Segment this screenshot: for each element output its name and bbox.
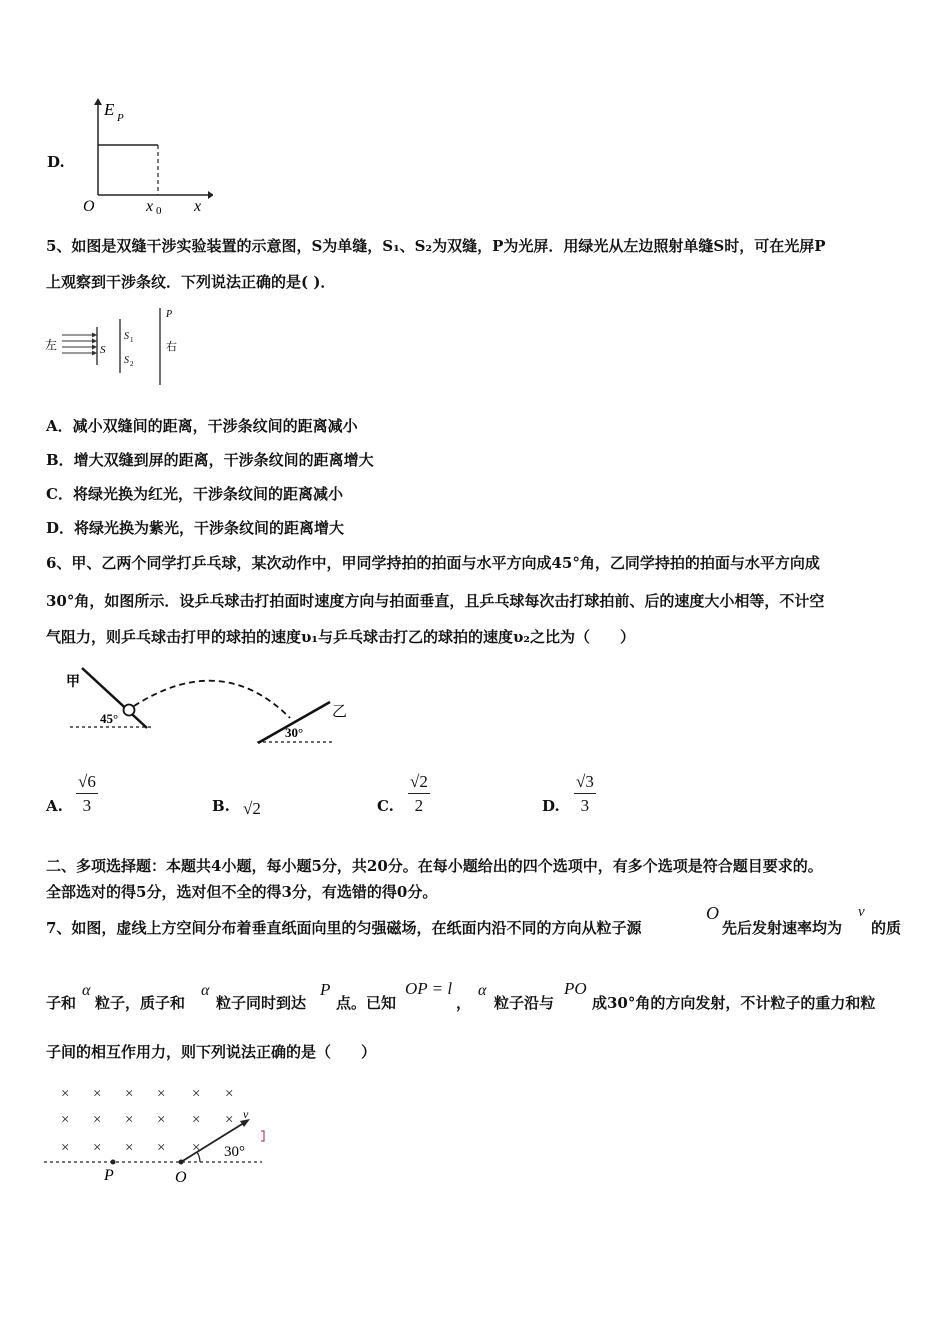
section2-line1: 二、多项选择题：本题共4小题，每小题5分，共20分。在每小题给出的四个选项中，有多个选项是符合题目要求的。 bbox=[46, 857, 823, 875]
q6-stem-line2: 30°角，如图所示．设乒乓球击打拍面时速度方向与拍面垂直，且乒乓球每次击打球拍前、后的速度大小相等，不计空 bbox=[46, 592, 825, 610]
q7-text-3: 的质 bbox=[871, 919, 902, 937]
q6-d-denominator: 3 bbox=[580, 796, 590, 815]
s2-label: S bbox=[124, 355, 129, 366]
q7-text-2: 先后发射速率均为 bbox=[722, 919, 843, 937]
field-x-mark: × bbox=[125, 1140, 134, 1156]
yi-label: 乙 bbox=[332, 704, 348, 720]
q6-option-b-label: B. bbox=[212, 797, 230, 815]
q7-text-8: ， bbox=[456, 994, 472, 1012]
q6-stem-line3: 气阻力，则乒乓球击打甲的球拍的速度υ₁与乒乓球击打乙的球拍的速度υ₂之比为（ ） bbox=[46, 628, 635, 646]
q6-option-c-fraction bbox=[408, 772, 430, 816]
field-x-mark: × bbox=[61, 1086, 70, 1102]
q4-option-d-label: D. bbox=[47, 153, 65, 171]
q7-text-9: 粒子沿与 bbox=[494, 994, 555, 1012]
q7-text-7: 点。已知 bbox=[336, 994, 397, 1012]
q6-option-b-expr: √2 bbox=[243, 799, 261, 818]
q6-option-d-fraction bbox=[574, 772, 596, 816]
q6-pingpong-figure bbox=[62, 660, 352, 752]
jia-label: 甲 bbox=[66, 675, 80, 690]
point-p-label: P bbox=[104, 1167, 114, 1184]
field-x-mark: × bbox=[225, 1112, 234, 1128]
q7-symbol-v: v bbox=[858, 904, 865, 920]
q5-option-c: C．将绿光换为红光，干涉条纹间的距离减小 bbox=[46, 485, 343, 503]
point-o-label: O bbox=[175, 1169, 187, 1186]
section2-line2: 全部选对的得5分，选对但不全的得3分，有选错的得0分。 bbox=[46, 883, 438, 901]
ep-axis-sub: P bbox=[117, 112, 124, 124]
q7-symbol-op-equals-l: OP = l bbox=[405, 979, 453, 998]
field-x-mark: × bbox=[192, 1112, 201, 1128]
q5-option-d: D．将绿光换为紫光，干涉条纹间的距离增大 bbox=[46, 519, 345, 537]
right-label: 右 bbox=[166, 341, 177, 353]
origin-label: O bbox=[83, 198, 95, 215]
q5-option-a: A．减小双缝间的距离，干涉条纹间的距离减小 bbox=[46, 417, 358, 435]
s-label: S bbox=[100, 344, 106, 356]
q6-option-a-fraction bbox=[76, 772, 98, 816]
angle-30-label: 30° bbox=[224, 1144, 245, 1160]
x0-sub: 0 bbox=[156, 205, 162, 217]
q7-text-5: 粒子，质子和 bbox=[95, 994, 186, 1012]
velocity-label: v bbox=[243, 1107, 249, 1121]
q7-text-1: 7、如图，虚线上方空间分布着垂直纸面向里的匀强磁场，在纸面内沿不同的方向从粒子源 bbox=[46, 919, 642, 937]
left-label: 左 bbox=[45, 338, 58, 352]
q5-stem-line2: 上观察到干涉条纹．下列说法正确的是( )． bbox=[46, 273, 336, 291]
x-axis-label: x bbox=[194, 198, 202, 215]
field-x-mark: × bbox=[125, 1086, 134, 1102]
field-x-mark: × bbox=[93, 1140, 102, 1156]
field-x-mark: × bbox=[61, 1140, 70, 1156]
q7-symbol-p: P bbox=[320, 980, 331, 999]
q6-c-numerator: √2 bbox=[408, 772, 430, 794]
q6-option-d-label: D. bbox=[542, 797, 560, 815]
q7-magnetic-field-figure bbox=[40, 1078, 270, 1190]
q5-double-slit-figure bbox=[42, 305, 192, 387]
s2-sub: 2 bbox=[130, 360, 134, 368]
angle-45: 45° bbox=[100, 711, 119, 726]
q7-symbol-alpha-1: α bbox=[82, 982, 91, 999]
field-x-mark: × bbox=[192, 1086, 201, 1102]
field-x-mark: × bbox=[157, 1140, 166, 1156]
q7-symbol-o: O bbox=[706, 903, 719, 923]
q7-text-4: 子和 bbox=[46, 994, 77, 1012]
q6-c-denominator: 2 bbox=[414, 796, 424, 815]
q7-text-11: 子间的相互作用力，则下列说法正确的是（ ） bbox=[46, 1043, 377, 1061]
field-x-mark: × bbox=[157, 1112, 166, 1128]
s1-sub: 1 bbox=[130, 336, 134, 344]
field-x-mark: × bbox=[93, 1086, 102, 1102]
q7-symbol-alpha-2: α bbox=[201, 982, 210, 999]
q5-stem-line1: 5、如图是双缝干涉实验装置的示意图，S为单缝，S₁、S₂为双缝，P为光屏．用绿光从左边照射单缝S时，可在光屏P bbox=[46, 237, 826, 255]
field-x-mark: × bbox=[192, 1140, 201, 1156]
field-x-mark: × bbox=[61, 1112, 70, 1128]
q7-text-10: 成30°角的方向发射，不计粒子的重力和粒 bbox=[592, 994, 876, 1012]
field-x-mark: × bbox=[157, 1086, 166, 1102]
q5-option-b: B．增大双缝到屏的距离，干涉条纹间的距离增大 bbox=[46, 451, 374, 469]
q7-symbol-alpha-3: α bbox=[478, 982, 487, 999]
angle-30: 30° bbox=[285, 725, 304, 740]
q6-a-numerator: √6 bbox=[76, 772, 98, 794]
field-x-mark: × bbox=[225, 1086, 234, 1102]
ep-axis-label: E bbox=[104, 100, 115, 119]
s1-label: S bbox=[124, 331, 129, 342]
q7-text-6: 粒子同时到达 bbox=[216, 994, 307, 1012]
q7-symbol-po: PO bbox=[564, 979, 587, 998]
q6-stem-line1: 6、甲、乙两个同学打乒乓球，某次动作中，甲同学持拍的拍面与水平方向成45°角，乙同学持拍的拍面与水平方向成 bbox=[46, 554, 820, 572]
field-x-mark: × bbox=[93, 1112, 102, 1128]
field-x-mark: × bbox=[125, 1112, 134, 1128]
p-label: P bbox=[166, 309, 173, 320]
q6-option-c-label: C. bbox=[377, 797, 394, 815]
x0-label: x bbox=[146, 198, 154, 215]
q6-a-denominator: 3 bbox=[82, 796, 92, 815]
q4-option-d-graph bbox=[78, 95, 213, 217]
q6-option-a-label: A. bbox=[46, 797, 63, 815]
q6-d-numerator: √3 bbox=[574, 772, 596, 794]
